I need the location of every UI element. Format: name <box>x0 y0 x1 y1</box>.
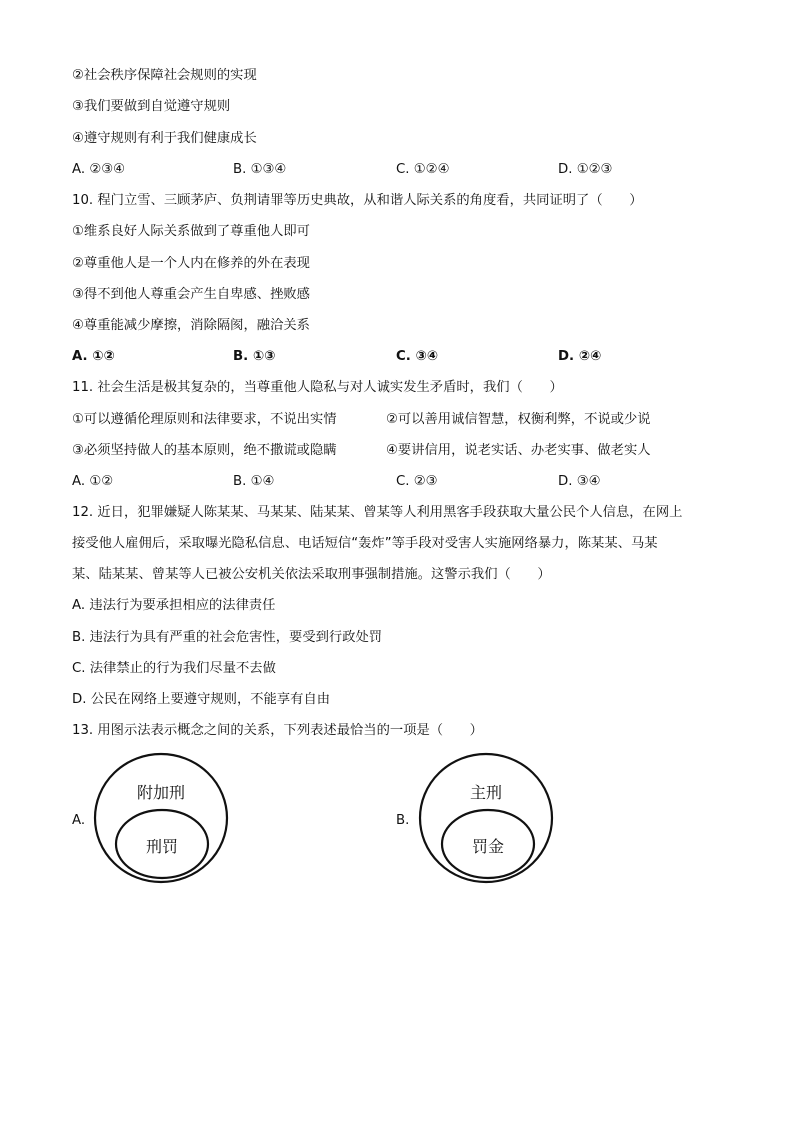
q11-statement-4: ④要讲信用，说老实话、办老实事、做老实人 <box>386 443 651 458</box>
q10-option-b: B. ①③ <box>233 349 276 364</box>
q12-stem-line-3: 某、陆某某、曾某等人已被公安机关依法采取刑事强制措施。这警示我们（ ） <box>72 567 551 582</box>
q12-option-c: C. 法律禁止的行为我们尽量不去做 <box>72 661 276 676</box>
diagram-b-outer-text: 主刑 <box>469 783 503 802</box>
q10-statement-2: ②尊重他人是一个人内在修养的外在表现 <box>72 256 310 271</box>
q12-option-a: A. 违法行为要承担相应的法律责任 <box>72 598 276 613</box>
diagram-a-inner-text: 刑罚 <box>145 837 179 856</box>
q11-statement-1: ①可以遵循伦理原则和法律要求，不说出实情 <box>72 412 337 427</box>
q9-option-a: A. ②③④ <box>72 162 126 177</box>
q11-statement-2: ②可以善用诚信智慧，权衡利弊，不说或少说 <box>386 412 651 427</box>
q13-diagram-b-label: B. <box>396 813 410 828</box>
q10-option-d: D. ②④ <box>558 349 602 364</box>
q10-option-c: C. ③④ <box>396 349 438 364</box>
q9-statement-3: ③我们要做到自觉遵守规则 <box>72 99 231 114</box>
q11-option-d: D. ③④ <box>558 474 601 489</box>
q9-option-b: B. ①③④ <box>233 162 287 177</box>
diagram-b-outer-circle <box>420 754 552 882</box>
q13-stem: 13. 用图示法表示概念之间的关系，下列表述最恰当的一项是（ ） <box>72 723 483 738</box>
q9-statement-2: ②社会秩序保障社会规则的实现 <box>72 68 257 83</box>
q11-option-c: C. ②③ <box>396 474 438 489</box>
q11-stem: 11. 社会生活是极其复杂的，当尊重他人隐私与对人诚实发生矛盾时，我们（ ） <box>72 380 563 395</box>
q11-option-b: B. ①④ <box>233 474 275 489</box>
q13-diagram-b <box>416 752 556 886</box>
q13-diagram-a-label: A. <box>72 813 86 828</box>
q11-statement-3: ③必须坚持做人的基本原则，绝不撒谎或隐瞒 <box>72 443 337 458</box>
q12-option-b: B. 违法行为具有严重的社会危害性，要受到行政处罚 <box>72 630 383 645</box>
q10-stem: 10. 程门立雪、三顾茅庐、负荆请罪等历史典故，从和谐人际关系的角度看，共同证明了（ ） <box>72 193 643 208</box>
q10-option-a: A. ①② <box>72 349 115 364</box>
q12-stem-line-1: 12. 近日，犯罪嫌疑人陈某某、马某某、陆某某、曾某等人利用黑客手段获取大量公民个人信息，在网上 <box>72 505 683 520</box>
q9-option-c: C. ①②④ <box>396 162 450 177</box>
q9-statement-4: ④遵守规则有利于我们健康成长 <box>72 131 257 146</box>
q13-diagram-a <box>92 752 232 886</box>
q12-stem-line-2: 接受他人雇佣后，采取曝光隐私信息、电话短信“轰炸”等手段对受害人实施网络暴力，陈某某、马某 <box>72 536 658 551</box>
q10-statement-3: ③得不到他人尊重会产生自卑感、挫败感 <box>72 287 310 302</box>
q9-option-d: D. ①②③ <box>558 162 613 177</box>
diagram-a-outer-circle <box>95 754 227 882</box>
q12-option-d: D. 公民在网络上要遵守规则，不能享有自由 <box>72 692 331 707</box>
q11-option-a: A. ①② <box>72 474 114 489</box>
q10-statement-1: ①维系良好人际关系做到了尊重他人即可 <box>72 224 310 239</box>
diagram-b-inner-text: 罚金 <box>471 837 505 856</box>
diagram-a-outer-text: 附加刑 <box>136 783 186 802</box>
q10-statement-4: ④尊重能减少摩擦，消除隔阂，融洽关系 <box>72 318 310 333</box>
